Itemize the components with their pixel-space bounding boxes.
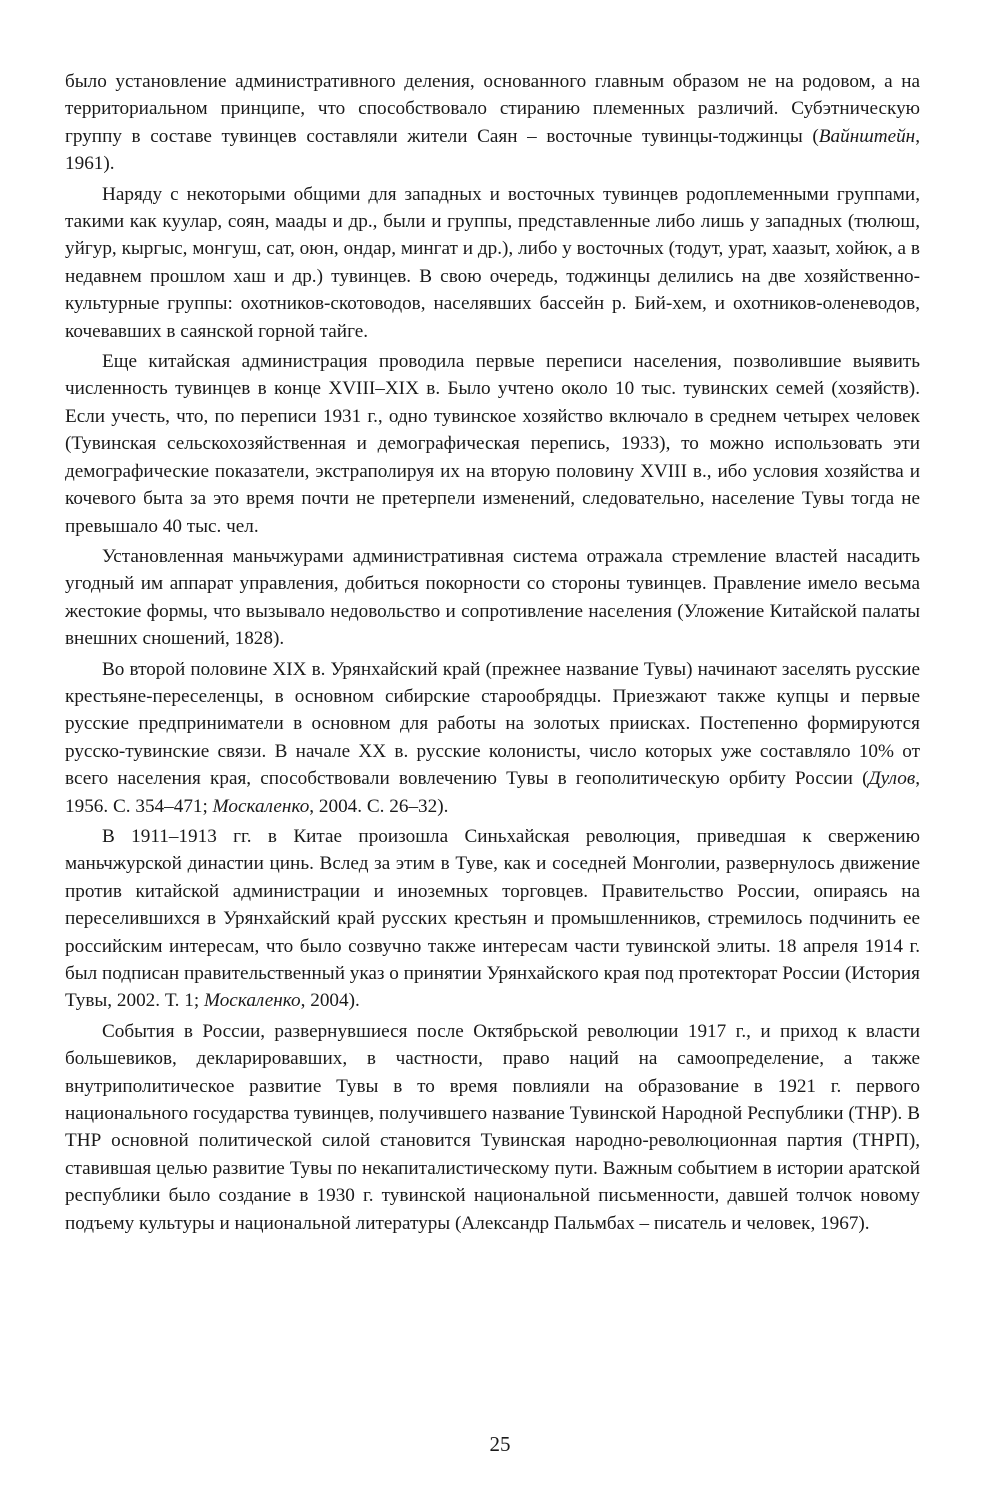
paragraph-4: Установленная маньчжурами административная система отражала стремление властей насадить угодный им аппарат управления, добиться покорности со стороны тувинцев. Правление имело весьма жестокие формы, что вызывало недовольство и сопротивление населения (Уложение Китайской палаты внешних сношений, 1828). bbox=[65, 545, 920, 650]
author-citation: Москаленко bbox=[204, 990, 301, 1012]
page-body bbox=[65, 68, 920, 1240]
author-citation: Дулов bbox=[868, 768, 916, 790]
paragraph-5: Во второй половине XIX в. Урянхайский край (прежнее название Тувы) начинают заселять русские крестьяне-переселенцы, в основном сибирские старообрядцы. Приезжают также купцы и первые русские предприниматели в основном для работы на золотых приисках. Постепенно формируются русско-тувинские связи. В начале XX в. русские колонисты, число которых уже составляло 10% от всего населения края, способствовали вовлечению Тувы в геополитическую орбиту России (Дулов, 1956. С. 354–471; Москаленко, 2004. С. 26–32). bbox=[65, 658, 920, 817]
author-citation: Вайнштейн bbox=[818, 125, 916, 147]
paragraph-3: Еще китайская администрация проводила первые переписи населения, позволившие выявить численность тувинцев в конце XVIII–XIX в. Было учтено около 10 тыс. тувинских семей (хозяйств). Если учесть, что, по переписи 1931 г., одно тувинское хозяйство включало в среднем четырех человек (Тувинская сельскохозяйственная и демографическая перепись, 1933), то можно использовать эти демографические показатели, экстраполируя их на вторую половину XVIII в., ибо условия хозяйства и кочевого быта за это время почти не претерпели изменений, следовательно, население Тувы тогда не превышало 40 тыс. чел. bbox=[65, 351, 920, 537]
paragraph-6: В 1911–1913 гг. в Китае произошла Синьхайская революция, приведшая к свержению маньчжурской династии цинь. Вслед за этим в Туве, как и соседней Монголии, развернулось движение против китайской администрации и иноземных торговцев. Правительство России, опираясь на переселившихся в Урянхайский край русских крестьян и промышленников, стремилось подчинить ее российским интересам, что было созвучно также интересам части тувинской элиты. 18 апреля 1914 г. был подписан правительственный указ о принятии Урянхайского края под протекторат России (История Тувы, 2002. Т. 1; Москаленко, 2004). bbox=[65, 825, 920, 1012]
page-number: 25 bbox=[489, 1432, 511, 1456]
paragraph-1: было установление административного деления, основанного главным образом не на родовом, а на территориальном принципе, что способствовало стиранию племенных различий. Субэтническую группу в составе тувинцев составляли жители Саян – восточные тувинцы-тоджинцы (Вайнштейн, 1961). bbox=[65, 71, 920, 175]
author-citation: Москаленко bbox=[212, 795, 310, 817]
paragraph-2: Наряду с некоторыми общими для западных и восточных тувинцев родоплеменными группами, такими как куулар, соян, маады и др., были и группы, представленные либо лишь у западных (тюлюш, уйгур, кыргыс, монгуш, сат, оюн, ондар, мингат и др.), либо у восточных (тодут, урат, хаазыт, хойюк, а в недавнем прошлом хаш и др.) тувинцев. В свою очередь, тоджинцы делились на две хозяйственно-культурные группы: охотников-скотоводов, населявших бассейн р. Бий-хем, и охотников-оленеводов, кочевавших в саянской горной тайге. bbox=[65, 183, 920, 342]
paragraph-7: События в России, развернувшиеся после Октябрьской революции 1917 г., и приход к власти большевиков, декларировавших, в частности, право наций на самоопределение, а также внутриполитическое развитие Тувы в то время повлияли на образование в 1921 г. первого национального государства тувинцев, получившего название Тувинской Народной Республики (ТНР). В ТНР основной политической силой становится Тувинская народно-революционная партия (ТНРП), ставившая целью развитие Тувы по некапиталистическому пути. Важным событием в истории аратской республики было создание в 1930 г. тувинской национальной письменности, давшей толчок новому подъему культуры и национальной литературы (Александр Пальмбах – писатель и человек, 1967). bbox=[65, 1020, 920, 1234]
